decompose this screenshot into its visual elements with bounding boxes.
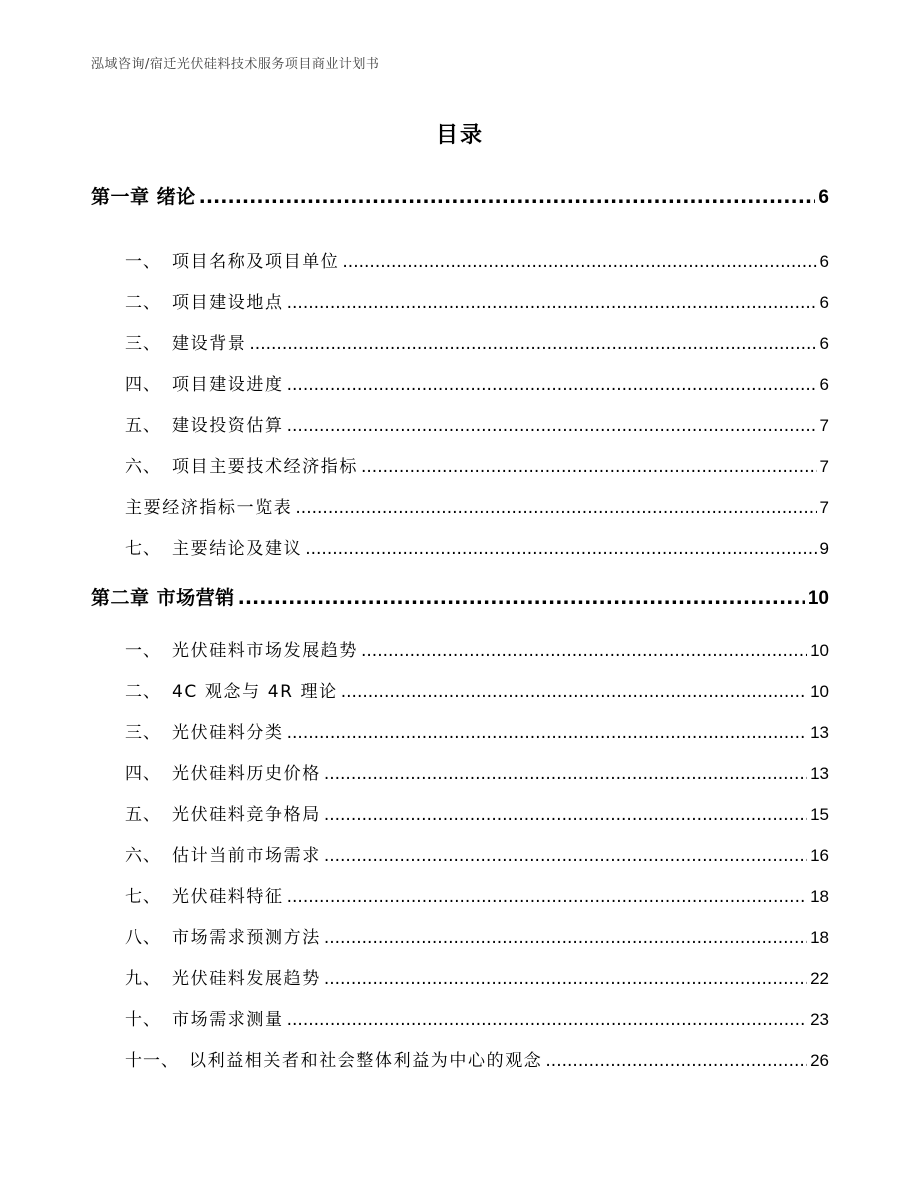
toc-entry-label: 市场需求测量	[172, 1010, 284, 1030]
toc-entry-number: 二、	[125, 682, 161, 702]
toc-chapter-entry[interactable]	[91, 583, 829, 610]
toc-section-entry[interactable]	[125, 370, 829, 395]
toc-page-number: 10	[810, 682, 829, 701]
toc-page-number: 7	[819, 416, 829, 435]
dot-leader	[342, 252, 816, 272]
toc-section-entry[interactable]	[125, 1005, 829, 1030]
toc-page-number: 9	[819, 539, 829, 558]
toc-page-number: 23	[810, 1010, 829, 1029]
toc-page-number: 10	[810, 641, 829, 660]
dot-leader	[238, 587, 805, 609]
toc-chapter-entry[interactable]	[91, 182, 829, 209]
toc-entry-label: 建设投资估算	[172, 416, 284, 436]
toc-section-entry[interactable]	[125, 841, 829, 866]
toc-entry-label: 光伏硅料历史价格	[172, 764, 321, 784]
toc-section-entry[interactable]	[125, 247, 829, 272]
toc-section-entry[interactable]	[125, 882, 829, 907]
toc-entry-label: 以利益相关者和社会整体利益为中心的观念	[189, 1051, 543, 1071]
dot-leader	[361, 641, 807, 661]
toc-page-number: 6	[819, 375, 829, 394]
toc-entry-label: 光伏硅料发展趋势	[172, 969, 321, 989]
toc-section-entry[interactable]	[125, 329, 829, 354]
dot-leader	[324, 928, 807, 948]
toc-entry-number: 十一、	[125, 1051, 179, 1071]
dot-leader	[287, 887, 807, 907]
dot-leader	[341, 682, 807, 702]
dot-leader	[324, 969, 807, 989]
toc-entry-number: 一、	[125, 641, 161, 661]
dot-leader	[249, 334, 816, 354]
dot-leader	[287, 293, 817, 313]
toc-section-entry[interactable]	[125, 923, 829, 948]
dot-leader	[324, 764, 807, 784]
toc-section-entry[interactable]	[125, 452, 829, 477]
toc-page-number: 6	[818, 187, 829, 208]
toc-page-number: 7	[819, 498, 829, 517]
toc-entry-label: 估计当前市场需求	[172, 846, 321, 866]
toc-entry-label: 光伏硅料分类	[172, 723, 284, 743]
toc-section-entry[interactable]	[125, 800, 829, 825]
dot-leader	[295, 498, 816, 518]
toc-entry-label: 主要经济指标一览表	[125, 498, 293, 518]
toc-entry-number: 六、	[125, 846, 161, 866]
toc-page-number: 13	[810, 764, 829, 783]
toc-entry-number: 六、	[125, 457, 161, 477]
toc-entry-label: 第一章 绪论	[91, 186, 196, 208]
toc-section-entry[interactable]	[125, 964, 829, 989]
dot-leader	[324, 805, 807, 825]
dot-leader	[287, 723, 807, 743]
toc-entry-label: 项目建设地点	[172, 293, 284, 313]
toc-page-number: 16	[810, 846, 829, 865]
toc-entry-label: 光伏硅料特征	[172, 887, 284, 907]
toc-section-entry[interactable]	[125, 1046, 829, 1071]
toc-entry-label: 项目名称及项目单位	[172, 252, 340, 272]
dot-leader	[287, 375, 817, 395]
dot-leader	[324, 846, 807, 866]
toc-section-entry[interactable]	[125, 411, 829, 436]
toc-page-number: 7	[819, 457, 829, 476]
toc-entry-number: 七、	[125, 539, 161, 559]
toc-page-number: 22	[810, 969, 829, 988]
toc-entry-label: 主要结论及建议	[172, 539, 303, 559]
toc-entry-number: 四、	[125, 764, 161, 784]
toc-entry-number: 七、	[125, 887, 161, 907]
dot-leader	[545, 1051, 807, 1071]
toc-entry-number: 一、	[125, 252, 161, 272]
running-header: 泓域咨询/宿迁光伏硅料技术服务项目商业计划书	[91, 57, 380, 72]
toc-page-number: 6	[819, 293, 829, 312]
toc-title: 目录	[435, 123, 484, 148]
toc-page-number: 6	[819, 252, 829, 271]
toc-entry-number: 四、	[125, 375, 161, 395]
toc-entry-number: 十、	[125, 1010, 161, 1030]
toc-page-number: 10	[807, 588, 829, 609]
toc-page-number: 18	[810, 928, 829, 947]
toc-entry-label: 建设背景	[172, 334, 247, 354]
toc-page-number: 13	[810, 723, 829, 742]
toc-entry-label: 项目主要技术经济指标	[172, 457, 358, 477]
toc-section-entry[interactable]	[125, 288, 829, 313]
dot-leader	[287, 416, 817, 436]
toc-entry-label: 市场需求预测方法	[172, 928, 321, 948]
toc-section-entry[interactable]	[125, 636, 829, 661]
dot-leader	[199, 186, 816, 208]
toc-section-entry[interactable]	[125, 677, 829, 702]
toc-page-number: 15	[810, 805, 829, 824]
dot-leader	[287, 1010, 807, 1030]
toc-section-entry[interactable]	[125, 493, 829, 518]
toc-entry-number: 二、	[125, 293, 161, 313]
dot-leader	[305, 539, 816, 559]
toc-page-number: 6	[819, 334, 829, 353]
toc-entry-label: 光伏硅料竞争格局	[172, 805, 321, 825]
toc-page-number: 26	[810, 1051, 829, 1070]
toc-entry-number: 九、	[125, 969, 161, 989]
toc-entry-label: 4C 观念与 4R 理论	[172, 682, 338, 702]
dot-leader	[361, 457, 817, 477]
toc-entry-number: 三、	[125, 334, 161, 354]
toc-entry-label: 第二章 市场营销	[91, 587, 235, 609]
toc-entry-label: 光伏硅料市场发展趋势	[172, 641, 358, 661]
toc-entry-label: 项目建设进度	[172, 375, 284, 395]
toc-entry-number: 五、	[125, 416, 161, 436]
toc-section-entry[interactable]	[125, 534, 829, 559]
toc-entry-number: 五、	[125, 805, 161, 825]
toc-page-number: 18	[810, 887, 829, 906]
toc-section-entry[interactable]	[125, 718, 829, 743]
toc-entry-number: 三、	[125, 723, 161, 743]
toc-entry-number: 八、	[125, 928, 161, 948]
toc-section-entry[interactable]	[125, 759, 829, 784]
